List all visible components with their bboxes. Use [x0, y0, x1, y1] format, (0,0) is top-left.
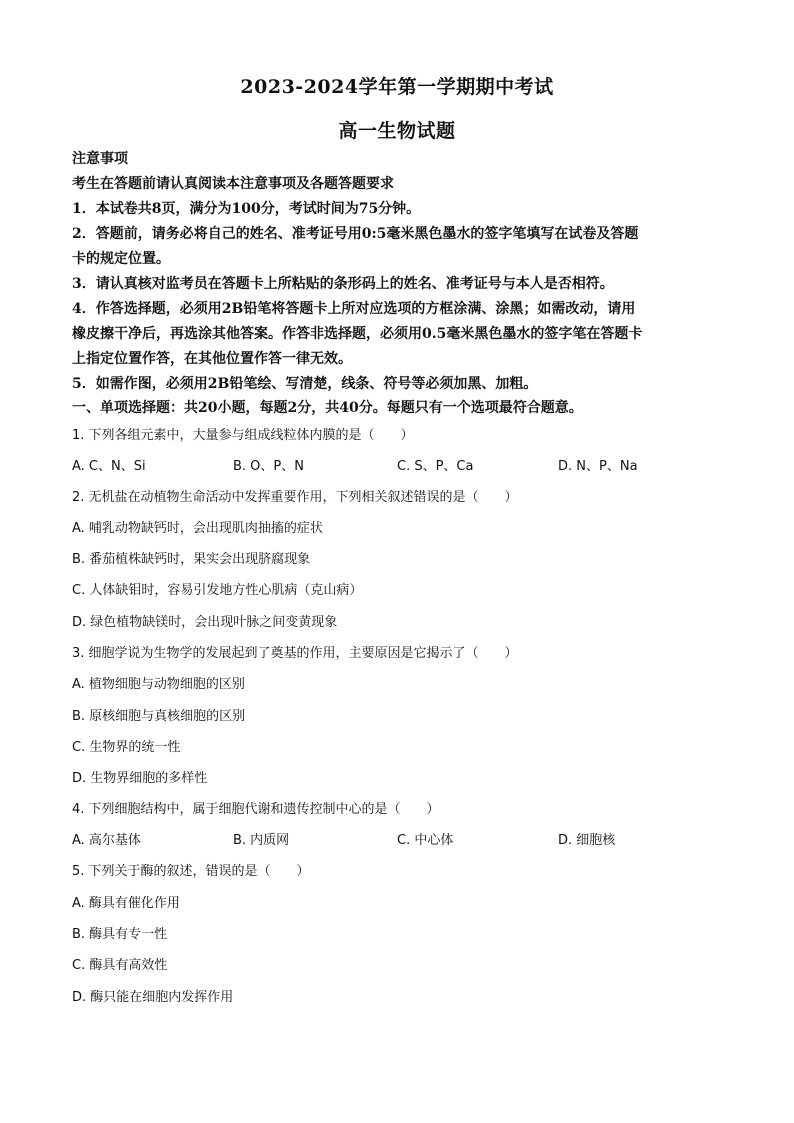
option-d: D. 酶只能在细胞内发挥作用: [72, 990, 234, 1005]
notice-line: 4．作答选择题，必须用2B铅笔将答题卡上所对应选项的方框涂满、涂黑；如需改动，请用: [72, 301, 636, 317]
notice-line: 橡皮擦干净后，再选涂其他答案。作答非选择题，必须用0.5毫米黑色墨水的签字笔在答题卡: [72, 326, 643, 342]
notice-heading: 注意事项: [72, 151, 128, 167]
option-a: A. 植物细胞与动物细胞的区别: [72, 677, 245, 692]
option-b: B. 酶具有专一性: [72, 927, 168, 942]
option-a: A. 哺乳动物缺钙时，会出现肌肉抽搐的症状: [72, 521, 323, 536]
option-d: D. 生物界细胞的多样性: [72, 771, 208, 786]
question-stem: 5. 下列关于酶的叙述，错误的是（ ）: [72, 864, 310, 879]
option-b: B. 番茄植株缺钙时，果实会出现脐腐现象: [72, 552, 311, 567]
option-d: D. N、P、Na: [558, 459, 638, 474]
question-stem: 1. 下列各组元素中，大量参与组成线粒体内膜的是（ ）: [72, 428, 414, 443]
option-c: C. 生物界的统一性: [72, 740, 181, 755]
exam-title: 2023-2024学年第一学期期中考试: [240, 76, 554, 98]
notice-line: 上指定位置作答，在其他位置作答一律无效。: [72, 351, 352, 367]
notice-line: 2．答题前，请务必将自己的姓名、准考证号用0:5毫米黑色墨水的签字笔填写在试卷及答题: [72, 226, 639, 242]
notice-line: 3．请认真核对监考员在答题卡上所粘贴的条形码上的姓名、准考证号与本人是否相符。: [72, 276, 614, 292]
option-c: C. 人体缺钼时，容易引发地方性心肌病（克山病）: [72, 583, 363, 598]
notice-intro: 考生在答题前请认真阅读本注意事项及各题答题要求: [72, 176, 394, 192]
section-heading: 一、单项选择题：共20小题，每题2分，共40分。每题只有一个选项最符合题意。: [72, 400, 583, 416]
option-a: A. 酶具有催化作用: [72, 896, 180, 911]
exam-subtitle: 高一生物试题: [338, 120, 456, 142]
option-b: B. 内质网: [233, 833, 290, 848]
option-d: D. 细胞核: [558, 833, 616, 848]
notice-line: 5．如需作图，必须用2B铅笔绘、写清楚，线条、符号等必须加黑、加粗。: [72, 376, 538, 392]
question-stem: 2. 无机盐在动植物生命活动中发挥重要作用，下列相关叙述错误的是（ ）: [72, 490, 518, 505]
option-a: A. 高尔基体: [72, 833, 141, 848]
notice-line: 1．本试卷共8页，满分为100分，考试时间为75分钟。: [72, 201, 421, 217]
question-stem: 3. 细胞学说为生物学的发展起到了奠基的作用，主要原因是它揭示了（ ）: [72, 646, 518, 661]
option-b: B. O、P、N: [233, 459, 304, 474]
option-c: C. 酶具有高效性: [72, 958, 168, 973]
option-c: C. 中心体: [397, 833, 454, 848]
option-d: D. 绿色植物缺镁时，会出现叶脉之间变黄现象: [72, 615, 338, 630]
option-b: B. 原核细胞与真核细胞的区别: [72, 709, 246, 724]
notice-line: 卡的规定位置。: [72, 251, 170, 267]
option-a: A. C、N、Si: [72, 459, 146, 474]
option-c: C. S、P、Ca: [397, 459, 474, 474]
question-stem: 4. 下列细胞结构中，属于细胞代谢和遗传控制中心的是（ ）: [72, 802, 440, 817]
